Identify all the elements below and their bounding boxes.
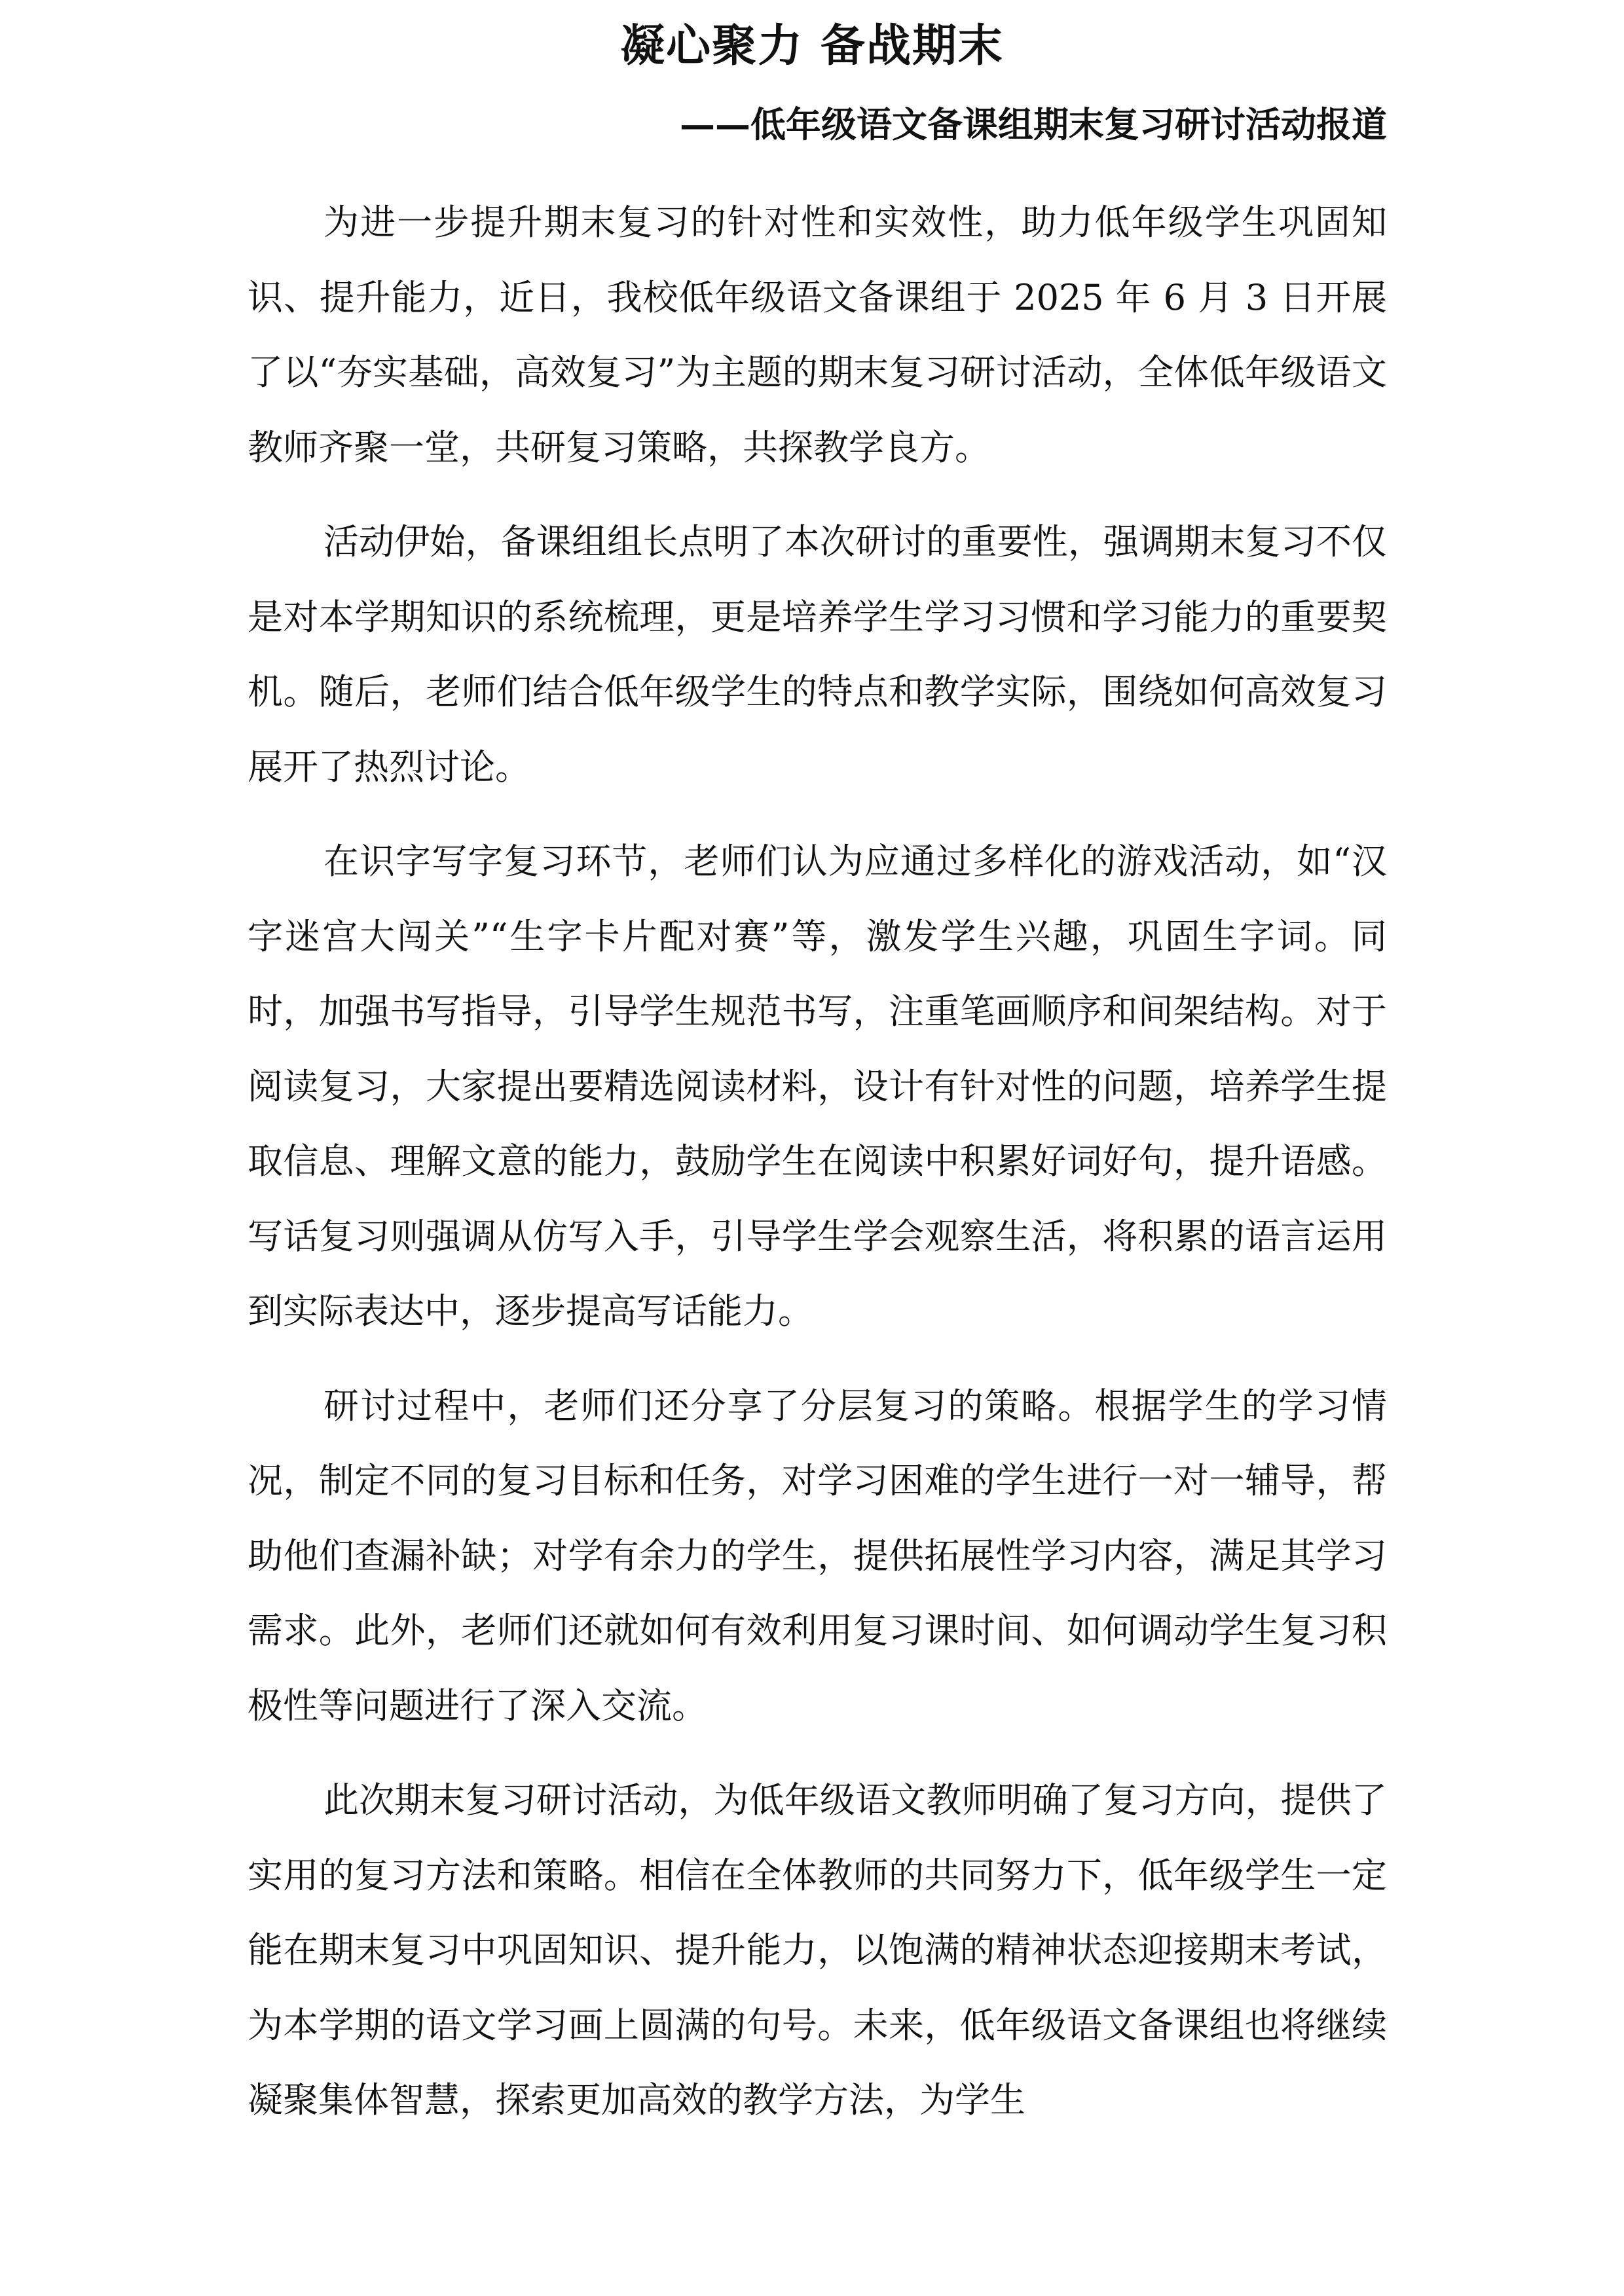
paragraph-layered-review: 研讨过程中，老师们还分享了分层复习的策略。根据学生的学习情况，制定不同的复习目标和任务，对学习困难的学生进行一对一辅导，帮助他们查漏补缺；对学有余力的学生，提供拓展性学习内容，满足其学习需求。此外，老师们还就如何有效利用复习课时间、如何调动学生复习积极性等问题进行了深入交流。	[248, 1385, 1387, 1726]
paragraph-review-methods: 在识字写字复习环节，老师们认为应通过多样化的游戏活动，如“汉字迷宫大闯关”“生字卡片配对赛”等，激发学生兴趣，巩固生字词。同时，加强书写指导，引导学生规范书写，注重笔画顺序和间架结构。对于阅读复习，大家提出要精选阅读材料，设计有针对性的问题，培养学生提取信息、理解文意的能力，鼓励学生在阅读中积累好词好句，提升语感。写话复习则强调从仿写入手，引导学生学会观察生活，将积累的语言运用到实际表达中，逐步提高写话能力。	[248, 841, 1387, 1332]
paragraph-opening: 活动伊始，备课组组长点明了本次研讨的重要性，强调期末复习不仅是对本学期知识的系统梳理，更是培养学生学习习惯和学习能力的重要契机。随后，老师们结合低年级学生的特点和教学实际，围绕如何高效复习展开了热烈讨论。	[248, 521, 1387, 788]
page-title: 凝心聚力 备战期末	[620, 20, 1004, 72]
paragraph-conclusion: 此次期末复习研讨活动，为低年级语文教师明确了复习方向，提供了实用的复习方法和策略。相信在全体教师的共同努力下，低年级学生一定能在期末复习中巩固知识、提升能力，以饱满的精神状态迎接期末考试，为本学期的语文学习画上圆满的句号。未来，低年级语文备课组也将继续凝聚集体智慧，探索更加高效的教学方法，为学生	[248, 1779, 1387, 2121]
paragraph-intro: 为进一步提升期末复习的针对性和实效性，助力低年级学生巩固知识、提升能力，近日，我校低年级语文备课组于 2025 年 6 月 3 日开展了以“夯实基础，高效复习”为主题的期末复习研讨活动，全体低年级语文教师齐聚一堂，共研复习策略，共探教学良方。	[248, 202, 1387, 468]
page-subtitle: ——低年级语文备课组期末复习研讨活动报道	[680, 103, 1387, 145]
article-body	[248, 185, 1387, 2158]
